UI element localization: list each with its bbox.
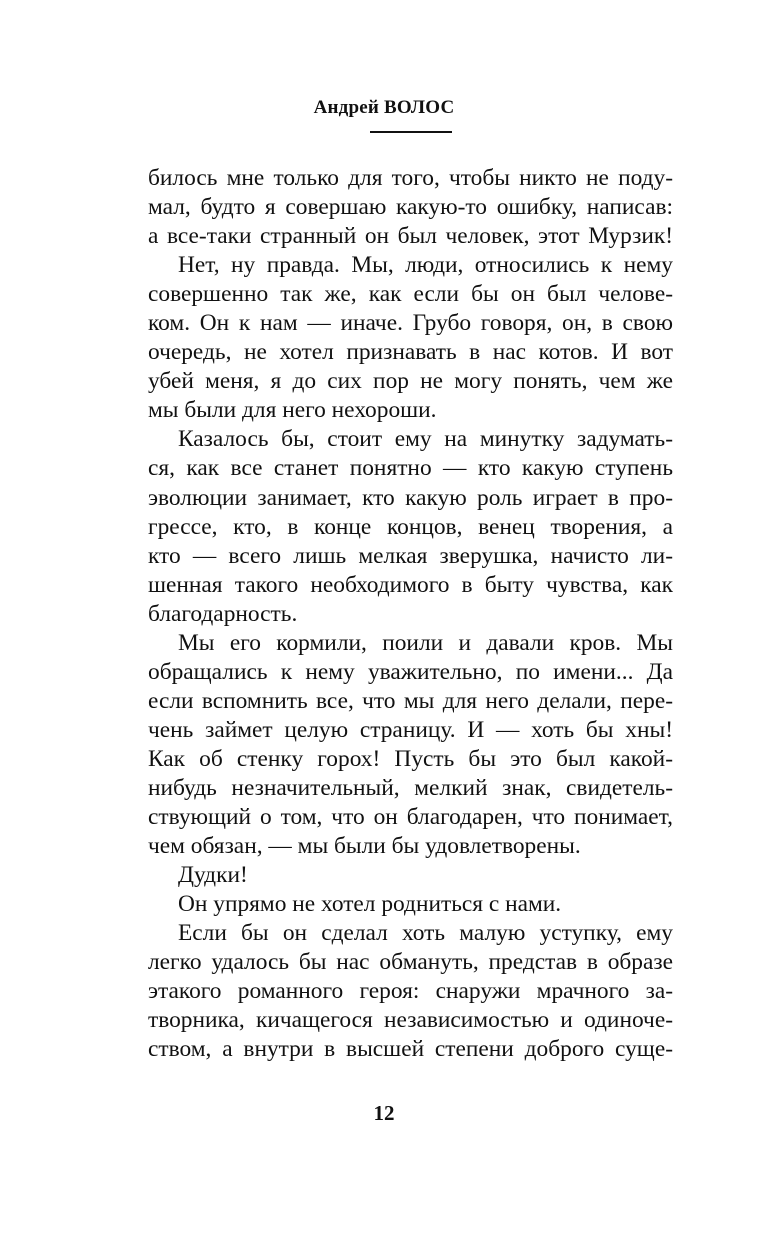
text-line: чем обязан, — мы были бы удовлетворены. bbox=[148, 833, 581, 860]
text-line: убей меня, я до сих пор не могу понять, чем же bbox=[148, 368, 673, 395]
text-line: Нет, ну правда. Мы, люди, относились к нему bbox=[178, 252, 673, 279]
text-line: билось мне только для того, чтобы никто не поду- bbox=[148, 165, 673, 191]
text-line: благодарность. bbox=[148, 600, 298, 627]
text-line: мы были для него нехороши. bbox=[148, 397, 437, 424]
text-line: если вспомнить все, что мы для него делали, пере- bbox=[148, 687, 673, 714]
author-name: Андрей ВОЛОС bbox=[313, 97, 455, 118]
text-line: шенная такого необходимого в быту чувства, как bbox=[148, 571, 673, 598]
page-number-value: 12 bbox=[373, 1101, 395, 1125]
text-line: нибудь незначительный, мелкий знак, свидетель- bbox=[148, 774, 673, 801]
text-line: ствующий о том, что он благодарен, что понимает, bbox=[148, 804, 673, 831]
text-line: Он упрямо не хотел родниться с нами. bbox=[178, 891, 562, 918]
paragraph bbox=[148, 919, 673, 1064]
text-line: чень займет целую страницу. И — хоть бы хны! bbox=[148, 716, 673, 743]
text-line: легко удалось бы нас обмануть, представ в образе bbox=[148, 949, 673, 976]
text-line: Если бы он сделал хоть малую уступку, ему bbox=[178, 920, 673, 947]
paragraph bbox=[148, 861, 673, 890]
text-line: совершенно так же, как если бы он был челове- bbox=[148, 281, 673, 308]
text-line: этакого романного героя: снаружи мрачного за- bbox=[148, 978, 673, 1005]
paragraph bbox=[148, 251, 673, 425]
text-line: Как об стенку горох! Пусть бы это был какой- bbox=[148, 745, 673, 772]
text-line: кто — всего лишь мелкая зверушка, начисто ли- bbox=[148, 542, 673, 569]
text-line: ством, а внутри в высшей степени доброго суще- bbox=[148, 1036, 673, 1063]
text-line: Казалось бы, стоит ему на минутку задумать- bbox=[178, 426, 673, 453]
text-line: мал, будто я совершаю какую-то ошибку, написав: bbox=[148, 194, 673, 221]
paragraph bbox=[148, 890, 673, 919]
header-rule bbox=[370, 131, 452, 133]
paragraph bbox=[148, 629, 673, 861]
text-line: творника, кичащегося независимостью и одиноче- bbox=[148, 1007, 673, 1034]
paragraph bbox=[148, 425, 673, 628]
text-line: а все-таки странный он был человек, этот Мурзик! bbox=[148, 223, 673, 250]
paragraph bbox=[148, 164, 673, 251]
text-line: эволюции занимает, кто какую роль играет в про- bbox=[148, 484, 673, 511]
running-header bbox=[0, 97, 768, 119]
text-line: Мы его кормили, поили и давали кров. Мы bbox=[178, 629, 673, 656]
text-line: ся, как все станет понятно — кто какую ступень bbox=[148, 455, 673, 482]
text-line: обращались к нему уважительно, по имени... Да bbox=[148, 658, 673, 685]
text-line: очередь, не хотел признавать в нас котов. И вот bbox=[148, 339, 673, 366]
text-line: ком. Он к нам — иначе. Грубо говоря, он, в свою bbox=[148, 310, 673, 337]
page-number bbox=[0, 1101, 768, 1126]
body-text bbox=[148, 164, 673, 1064]
text-line: грессе, кто, в конце концов, венец творения, а bbox=[148, 513, 673, 540]
text-line: Дудки! bbox=[178, 862, 248, 889]
